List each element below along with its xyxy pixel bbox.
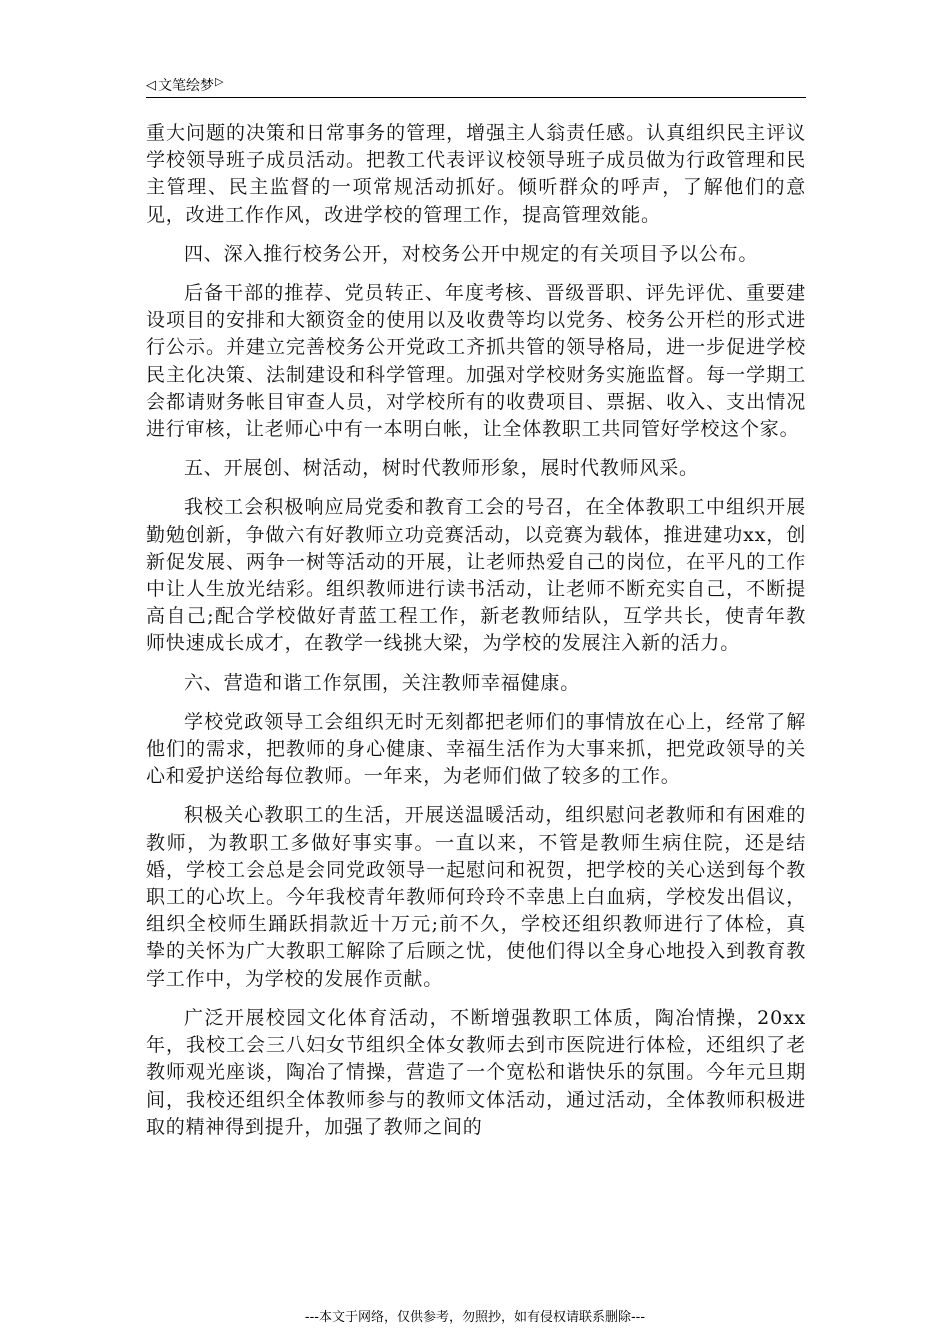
header-divider <box>146 97 806 98</box>
section-heading: 四、深入推行校务公开，对校务公开中规定的有关项目予以公布。 <box>184 242 759 265</box>
left-triangle-icon: ◁ <box>146 77 156 93</box>
header-title: 文笔绘梦 <box>158 78 214 94</box>
paragraph: 后备干部的推荐、党员转正、年度考核、晋级晋职、评先评优、重要建设项目的安排和大额资金的使用以及收费等均以党务、校务公开栏的形式进行公示。并建立完善校务公开党政工齐抓共管的领导格局，进一步促进学校民主化决策、法制建设和科学管理。加强对学校财务实施监督。每一学期工会都请财务帐目审查人员，对学校所有的收费项目、票据、收入、支出情况进行审核，让老师心中有一本明白帐，让全体教职工共同管好学校这个家。 <box>146 282 806 441</box>
right-triangle-icon: ▷ <box>215 74 224 88</box>
page-header <box>146 74 806 96</box>
paragraph: 积极关心教职工的生活，开展送温暖活动，组织慰问老教师和有困难的教师，为教职工多做好事实事。一直以来，不管是教师生病住院，还是结婚，学校工会总是会同党政领导一起慰问和祝贺，把学校的关心送到每个教职工的心坎上。今年我校青年教师何玲玲不幸患上白血病，学校发出倡议，组织全校师生踊跃捐款近十万元;前不久，学校还组织教师进行了体检，真挚的关怀为广大教职工解除了后顾之忧，使他们得以全身心地投入到教育教学工作中，为学校的发展作贡献。 <box>146 804 806 990</box>
page-footer: ---本文于网络，仅供参考，勿照抄，如有侵权请联系删除--- <box>304 1310 646 1325</box>
section-heading: 五、开展创、树活动，树时代教师形象，展时代教师风采。 <box>184 457 699 480</box>
paragraph: 广泛开展校园文化体育活动，不断增强教职工体质，陶冶情操，20xx年，我校工会三八妇女节组织全体女教师去到市医院进行体检，还组织了老教师观光座谈，陶冶了情操，营造了一个宽松和谐快乐的氛围。今年元旦期间，我校还组织全体教师参与的教师文体活动，通过活动，全体教师积极进取的精神得到提升，加强了教师之间的 <box>146 1006 806 1138</box>
section-heading: 六、营造和谐工作氛围，关注教师幸福健康。 <box>184 671 581 694</box>
paragraph: 学校党政领导工会组织无时无刻都把老师们的事情放在心上，经常了解他们的需求，把教师的身心健康、幸福生活作为大事来抓，把党政领导的关心和爱护送给每位教师。一年来，为老师们做了较多的工作。 <box>146 710 806 788</box>
paragraph: 我校工会积极响应局党委和教育工会的号召，在全体教职工中组织开展勤勉创新，争做六有好教师立功竞赛活动，以竞赛为载体，推进建功xx，创新促发展、两争一树等活动的开展，让老师热爱自己的岗位，在平凡的工作中让人生放光结彩。组织教师进行读书活动，让老师不断充实自己，不断提高自己;配合学校做好青蓝工程工作，新老教师结队，互学共长，使青年教师快速成长成才，在教学一线挑大梁，为学校的发展注入新的活力。 <box>146 496 806 655</box>
paragraph: 重大问题的决策和日常事务的管理，增强主人翁责任感。认真组织民主评议学校领导班子成员活动。把教工代表评议校领导班子成员做为行政管理和民主管理、民主监督的一项常规活动抓好。倾听群众的呼声，了解他们的意见，改进工作作风，改进学校的管理工作，提高管理效能。 <box>146 122 806 226</box>
document-body <box>146 120 806 1153</box>
